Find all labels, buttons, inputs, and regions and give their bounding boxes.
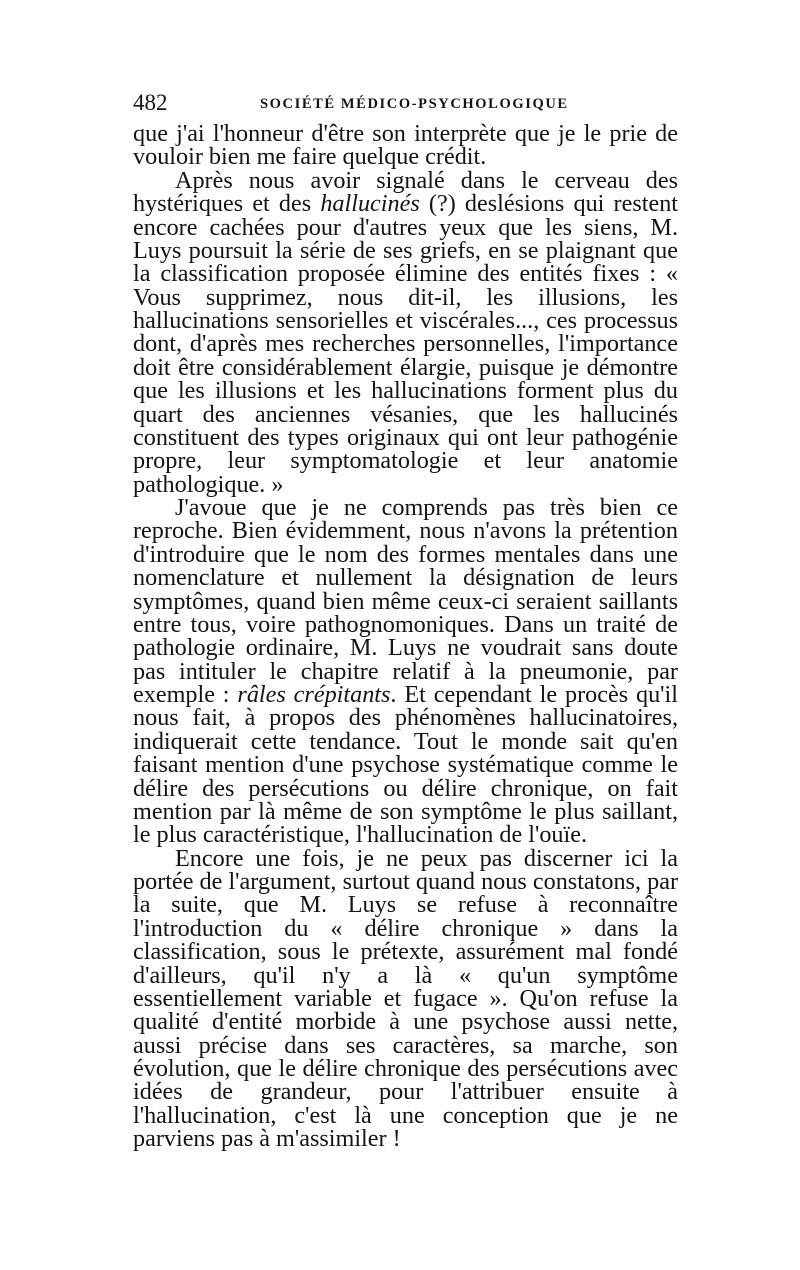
text-run: (?) deslésions qui restent encore cachées pour d'autres yeux que les siens, M. Luys poursuit la série de ses griefs, en se plaignant que la classification proposée élimine des entités fixes : « Vous supprimez, nous dit-il, les illusions, les hallucinations sensorielles et viscérales..., ces processus dont, d'après mes recherches personnelles, l'importance doit être considérablement élargie, puisque je démontre que les illusions et les hallucinations forment plus du quart des anciennes vésanies, que les hallucinés constituent des types originaux qui ont leur pathogénie propre, leur symptomatologie et leur anatomie pathologique. » [133,190,679,498]
text-run: Après nous avoir signalé dans le cerveau des hystériques et des [133,166,678,218]
body-text [133,122,678,1151]
paragraph [133,166,679,498]
text-run: J'avoue que je ne comprends pas très bien ce reproche. Bien évidemment, nous n'avons la prétention d'introduire que le nom des formes mentales dans une nomenclature et nullement la désignation de leurs symptômes, quand bien même ceux-ci seraient saillants entre tous, voire pathognomoniques. Dans un traité de pathologie ordinaire, M. Luys ne voudrait sans doute pas intituler le chapitre relatif à la pneumonie, par exemple : [133,494,678,708]
running-head: SOCIÉTÉ MÉDICO-PSYCHOLOGIQUE [260,96,569,112]
italic-term: râles crépitants [237,681,391,708]
paragraph [133,496,678,847]
text-run: que j'ai l'honneur d'être son interprète que je le prie de vouloir bien me faire quelque crédit. [133,120,678,171]
page-number: 482 [133,90,168,115]
text-run: . Et cependant le procès qu'il nous fait, à propos des phénomènes hallucinatoires, indiquerait cette tendance. Tout le monde sait qu'en faisant mention d'une psychose systématique comme le délire des persécutions ou délire chronique, on fait mention par là même de son symptôme le plus saillant, le plus caractéristique, l'hallucination de l'ouïe. [133,681,678,849]
paragraph [133,122,678,169]
text-run: Encore une fois, je ne peux pas discerner ici la portée de l'argument, surtout quand nous constatons, par la suite, que M. Luys se refuse à reconnaître l'introduction du « délire chronique » dans la classification, sous le prétexte, assurément mal fondé d'ailleurs, qu'il n'y a là « qu'un symptôme essentiellement variable et fugace ». Qu'on refuse la qualité d'entité morbide à une psychose aussi nette, aussi précise dans ses caractères, sa marche, son évolution, que le délire chronique des persécutions avec idées de grandeur, pour l'attribuer ensuite à l'hallucination, c'est là une conception que je ne parviens pas à m'assimiler ! [133,844,678,1153]
paragraph [133,844,678,1153]
italic-term: hallucinés [320,190,420,218]
page-header [133,88,678,118]
